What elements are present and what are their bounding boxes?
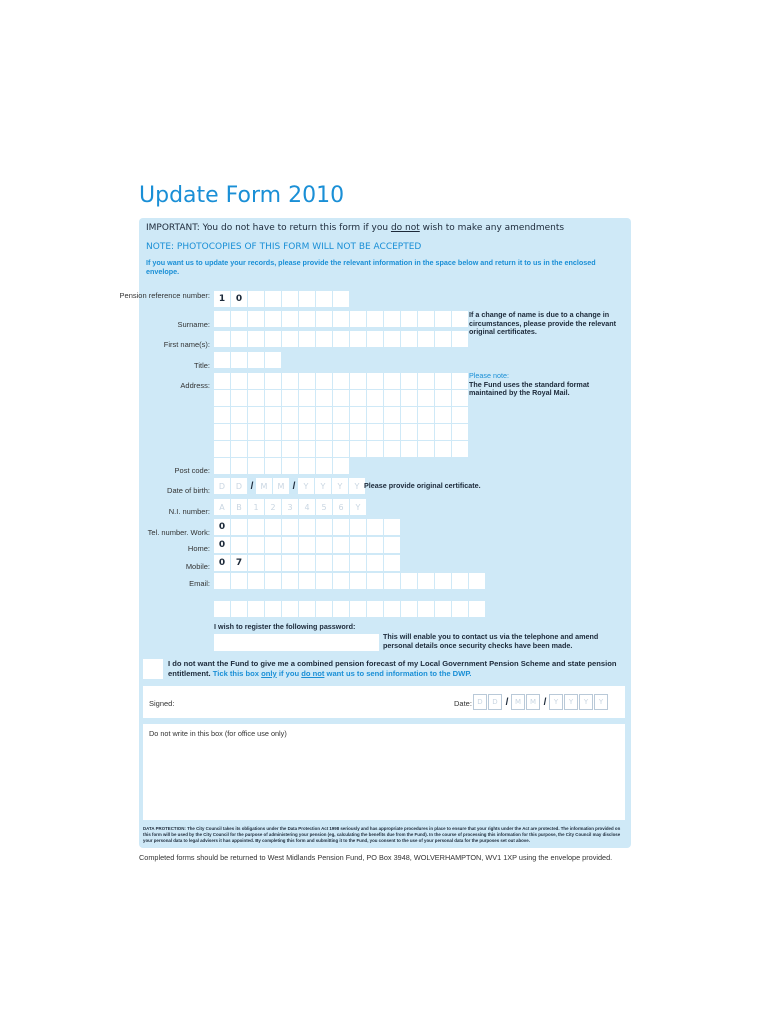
postcode-field[interactable] <box>214 458 350 474</box>
character-box[interactable] <box>367 424 383 440</box>
signed-label: Signed: <box>149 699 175 708</box>
character-box[interactable] <box>282 519 298 535</box>
character-box[interactable] <box>231 424 247 440</box>
character-box[interactable] <box>248 519 264 535</box>
character-box[interactable]: D <box>214 478 230 494</box>
character-box[interactable] <box>214 352 230 368</box>
character-box[interactable]: Y <box>315 478 331 494</box>
character-box[interactable] <box>333 537 349 553</box>
character-box[interactable] <box>214 573 230 589</box>
character-box[interactable] <box>418 390 434 406</box>
character-box[interactable] <box>350 311 366 327</box>
character-box[interactable] <box>384 601 400 617</box>
character-box[interactable]: Y <box>579 694 593 710</box>
character-box[interactable] <box>384 441 400 457</box>
character-box[interactable] <box>316 458 332 474</box>
character-box[interactable] <box>248 441 264 457</box>
character-box[interactable] <box>299 601 315 617</box>
character-box[interactable] <box>299 573 315 589</box>
character-box[interactable] <box>435 424 451 440</box>
character-box[interactable] <box>248 331 264 347</box>
character-box[interactable]: D <box>231 478 247 494</box>
character-box[interactable] <box>265 424 281 440</box>
character-box[interactable] <box>333 407 349 423</box>
character-box[interactable] <box>214 331 230 347</box>
character-box[interactable] <box>248 573 264 589</box>
character-box[interactable] <box>384 407 400 423</box>
character-box[interactable] <box>316 407 332 423</box>
character-box[interactable] <box>401 573 417 589</box>
character-box[interactable]: 4 <box>299 499 315 515</box>
character-box[interactable]: Y <box>350 499 366 515</box>
character-box[interactable] <box>418 601 434 617</box>
character-box[interactable] <box>469 601 485 617</box>
character-box[interactable] <box>418 407 434 423</box>
character-box[interactable] <box>248 311 264 327</box>
character-box[interactable] <box>418 573 434 589</box>
work-tel-field[interactable] <box>214 519 401 535</box>
character-box[interactable] <box>214 311 230 327</box>
character-box[interactable] <box>333 573 349 589</box>
character-box[interactable] <box>248 390 264 406</box>
dwp-opt-out-checkbox[interactable] <box>143 659 163 679</box>
character-box[interactable] <box>214 601 230 617</box>
character-box[interactable] <box>435 311 451 327</box>
character-box[interactable] <box>248 291 264 307</box>
character-box[interactable] <box>350 390 366 406</box>
character-box[interactable] <box>350 573 366 589</box>
address-note <box>469 372 629 398</box>
mobile-label: Mobile: <box>185 562 210 571</box>
character-box[interactable] <box>231 441 247 457</box>
character-box[interactable] <box>231 537 247 553</box>
character-box[interactable] <box>452 373 468 389</box>
character-box[interactable] <box>333 458 349 474</box>
character-box[interactable] <box>333 555 349 571</box>
character-box[interactable] <box>418 311 434 327</box>
character-box[interactable] <box>265 331 281 347</box>
office-use-box <box>143 724 625 820</box>
email-field-line2[interactable] <box>214 601 486 617</box>
character-box[interactable] <box>299 555 315 571</box>
address-line[interactable] <box>214 441 469 457</box>
email-label: Email: <box>189 579 210 588</box>
pension-ref-field[interactable] <box>214 291 350 307</box>
character-box[interactable] <box>401 390 417 406</box>
character-box[interactable] <box>231 519 247 535</box>
character-box[interactable] <box>248 537 264 553</box>
character-box[interactable]: Y <box>549 694 563 710</box>
character-box[interactable] <box>401 331 417 347</box>
form-title: Update Form 2010 <box>139 183 345 208</box>
character-box[interactable]: 0 <box>214 519 230 535</box>
character-box[interactable] <box>350 331 366 347</box>
work-tel-label: Tel. number. Work: <box>147 528 210 537</box>
character-box[interactable] <box>367 519 383 535</box>
character-box[interactable] <box>350 601 366 617</box>
character-box[interactable]: D <box>488 694 502 710</box>
photocopy-note: NOTE: PHOTOCOPIES OF THIS FORM WILL NOT BE ACCEPTED <box>146 242 422 252</box>
character-box[interactable] <box>231 407 247 423</box>
character-box[interactable] <box>316 573 332 589</box>
character-box[interactable] <box>367 537 383 553</box>
character-box[interactable] <box>265 390 281 406</box>
character-box[interactable] <box>282 291 298 307</box>
character-box[interactable] <box>265 311 281 327</box>
character-box[interactable] <box>350 555 366 571</box>
character-box[interactable] <box>265 352 281 368</box>
character-box[interactable] <box>265 573 281 589</box>
address-line[interactable] <box>214 424 469 440</box>
important-notice: IMPORTANT: You do not have to return this form if you do not wish to make any amendments <box>146 223 565 233</box>
date-separator: / <box>250 480 254 492</box>
address-note-title: Please note: <box>469 371 509 380</box>
character-box[interactable] <box>214 407 230 423</box>
character-box[interactable] <box>231 311 247 327</box>
character-box[interactable] <box>316 441 332 457</box>
character-box[interactable] <box>282 390 298 406</box>
character-box[interactable] <box>231 373 247 389</box>
character-box[interactable] <box>401 311 417 327</box>
character-box[interactable] <box>333 373 349 389</box>
character-box[interactable]: Y <box>564 694 578 710</box>
character-box[interactable] <box>265 373 281 389</box>
character-box[interactable] <box>316 424 332 440</box>
data-protection-notice: DATA PROTECTION: The City Council takes its obligations under the Data Protection Act 1998 seriously and has appropriate procedures in place to ensure that your rights under the Act are protected. The information provided on this form will be used by the City Council for the purpose of administering your pension (eg, calculating the benefits due from the Fund). In the course of processing this information for this purpose, the City Council may disclose your personal data to legal advisers it has appointed. By completing this form and submitting it to the Fund, you consent to the use of your personal data for the purposes set out above. <box>143 826 621 843</box>
character-box[interactable] <box>333 331 349 347</box>
address-line[interactable] <box>214 407 469 423</box>
character-box[interactable] <box>333 311 349 327</box>
character-box[interactable]: M <box>526 694 540 710</box>
character-box[interactable] <box>231 352 247 368</box>
character-box[interactable] <box>333 291 349 307</box>
character-box[interactable] <box>282 311 298 327</box>
character-box[interactable] <box>452 407 468 423</box>
character-box[interactable] <box>333 441 349 457</box>
character-box[interactable] <box>282 537 298 553</box>
instructions: If you want us to update your records, please provide the relevant information in the space below and return it to us in the enclosed envelope. <box>146 258 596 276</box>
character-box[interactable]: A <box>214 499 230 515</box>
character-box[interactable] <box>452 331 468 347</box>
pension-ref-digit[interactable]: 0 <box>231 291 247 307</box>
character-box[interactable] <box>469 573 485 589</box>
surname-label: Surname: <box>177 320 210 329</box>
character-box[interactable] <box>299 373 315 389</box>
character-box[interactable] <box>435 373 451 389</box>
character-box[interactable] <box>435 407 451 423</box>
postcode-label: Post code: <box>174 466 210 475</box>
character-box[interactable] <box>282 458 298 474</box>
home-tel-label: Home: <box>187 544 210 553</box>
character-box[interactable]: M <box>256 478 272 494</box>
character-box[interactable] <box>367 601 383 617</box>
name-change-note: If a change of name is due to a change in circumstances, please provide the relevant original certificates. <box>469 310 617 336</box>
address-line[interactable] <box>214 373 469 389</box>
character-box[interactable] <box>367 573 383 589</box>
character-box[interactable] <box>316 331 332 347</box>
character-box[interactable] <box>401 441 417 457</box>
character-box[interactable]: 7 <box>231 555 247 571</box>
character-box[interactable]: D <box>473 694 487 710</box>
character-box[interactable] <box>316 373 332 389</box>
character-box[interactable] <box>316 555 332 571</box>
character-box[interactable] <box>316 601 332 617</box>
character-box[interactable] <box>299 311 315 327</box>
dwp-opt-out-text: I do not want the Fund to give me a combined pension forecast of my Local Government Pension Scheme and state pension entitlement. Tick this box only if you do not want us to send information to the DWP. <box>168 659 617 678</box>
character-box[interactable] <box>367 407 383 423</box>
character-box[interactable] <box>299 458 315 474</box>
character-box[interactable] <box>265 291 281 307</box>
character-box[interactable] <box>435 390 451 406</box>
character-box[interactable] <box>384 311 400 327</box>
character-box[interactable] <box>265 407 281 423</box>
character-box[interactable] <box>231 390 247 406</box>
ni-label: N.I. number: <box>168 507 210 516</box>
character-box[interactable] <box>214 373 230 389</box>
character-box[interactable] <box>248 555 264 571</box>
date-separator: / <box>543 696 547 708</box>
character-box[interactable] <box>282 331 298 347</box>
character-box[interactable] <box>214 441 230 457</box>
character-box[interactable] <box>452 573 468 589</box>
character-box[interactable] <box>418 331 434 347</box>
character-box[interactable] <box>316 311 332 327</box>
character-box[interactable] <box>282 555 298 571</box>
title-field[interactable] <box>214 352 282 368</box>
character-box[interactable] <box>350 424 366 440</box>
character-box[interactable] <box>248 373 264 389</box>
return-address-footer: Completed forms should be returned to West Midlands Pension Fund, PO Box 3948, WOLVERHAMPTON, WV1 1XP using the envelope provided. <box>139 853 613 862</box>
character-box[interactable]: 1 <box>248 499 264 515</box>
character-box[interactable] <box>367 311 383 327</box>
character-box[interactable] <box>333 390 349 406</box>
character-box[interactable]: 0 <box>214 537 230 553</box>
character-box[interactable] <box>265 458 281 474</box>
character-box[interactable] <box>231 601 247 617</box>
dob-label: Date of birth: <box>167 486 210 495</box>
character-box[interactable] <box>350 537 366 553</box>
character-box[interactable]: M <box>511 694 525 710</box>
character-box[interactable] <box>214 424 230 440</box>
date-separator: / <box>292 480 296 492</box>
character-box[interactable] <box>214 390 230 406</box>
character-box[interactable]: B <box>231 499 247 515</box>
signature-date-field[interactable] <box>473 694 609 710</box>
character-box[interactable] <box>265 537 281 553</box>
character-box[interactable] <box>452 601 468 617</box>
character-box[interactable] <box>333 519 349 535</box>
character-box[interactable]: Y <box>298 478 314 494</box>
character-box[interactable] <box>316 519 332 535</box>
character-box[interactable] <box>384 555 400 571</box>
character-box[interactable] <box>452 311 468 327</box>
password-label: I wish to register the following password: <box>214 622 356 631</box>
email-field[interactable] <box>214 573 486 589</box>
character-box[interactable] <box>282 601 298 617</box>
character-box[interactable] <box>384 573 400 589</box>
character-box[interactable] <box>299 424 315 440</box>
character-box[interactable] <box>350 441 366 457</box>
character-box[interactable] <box>435 441 451 457</box>
date-label: Date: <box>454 699 472 708</box>
date-separator: / <box>505 696 509 708</box>
character-box[interactable] <box>401 373 417 389</box>
character-box[interactable] <box>265 519 281 535</box>
character-box[interactable] <box>384 424 400 440</box>
character-box[interactable] <box>282 441 298 457</box>
home-tel-field[interactable] <box>214 537 401 553</box>
character-box[interactable] <box>248 458 264 474</box>
character-box[interactable] <box>367 441 383 457</box>
character-box[interactable] <box>265 441 281 457</box>
character-box[interactable] <box>299 291 315 307</box>
character-box[interactable] <box>401 424 417 440</box>
character-box[interactable] <box>333 424 349 440</box>
password-note: This will enable you to contact us via the telephone and amend personal details once security checks have been made. <box>383 632 599 650</box>
character-box[interactable] <box>384 537 400 553</box>
character-box[interactable]: 3 <box>282 499 298 515</box>
character-box[interactable] <box>282 573 298 589</box>
character-box[interactable] <box>384 519 400 535</box>
character-box[interactable] <box>401 601 417 617</box>
character-box[interactable] <box>384 390 400 406</box>
character-box[interactable] <box>248 601 264 617</box>
character-box[interactable] <box>265 601 281 617</box>
character-box[interactable]: 6 <box>333 499 349 515</box>
mobile-field[interactable] <box>214 555 401 571</box>
character-box[interactable] <box>231 458 247 474</box>
character-box[interactable] <box>418 424 434 440</box>
character-box[interactable] <box>350 407 366 423</box>
character-box[interactable] <box>282 373 298 389</box>
character-box[interactable] <box>231 331 247 347</box>
ni-field[interactable] <box>214 499 367 515</box>
character-box[interactable] <box>384 331 400 347</box>
character-box[interactable] <box>282 424 298 440</box>
character-box[interactable]: Y <box>594 694 608 710</box>
character-box[interactable] <box>435 573 451 589</box>
character-box[interactable]: M <box>273 478 289 494</box>
surname-field[interactable] <box>214 311 469 327</box>
first-names-label: First name(s): <box>163 340 210 349</box>
character-box[interactable] <box>350 519 366 535</box>
character-box[interactable] <box>316 390 332 406</box>
character-box[interactable] <box>452 441 468 457</box>
character-box[interactable] <box>316 537 332 553</box>
character-box[interactable] <box>401 407 417 423</box>
character-box[interactable] <box>384 373 400 389</box>
character-box[interactable] <box>248 352 264 368</box>
pension-ref-digit[interactable]: 1 <box>214 291 230 307</box>
character-box[interactable] <box>367 373 383 389</box>
character-box[interactable] <box>367 555 383 571</box>
character-box[interactable] <box>299 537 315 553</box>
character-box[interactable] <box>214 458 230 474</box>
dob-field[interactable] <box>214 478 366 494</box>
character-box[interactable] <box>299 390 315 406</box>
character-box[interactable] <box>418 373 434 389</box>
character-box[interactable]: 5 <box>316 499 332 515</box>
character-box[interactable] <box>367 331 383 347</box>
address-label: Address: <box>180 381 210 390</box>
first-names-field[interactable] <box>214 331 469 347</box>
character-box[interactable] <box>248 407 264 423</box>
character-box[interactable] <box>282 407 298 423</box>
character-box[interactable] <box>299 407 315 423</box>
character-box[interactable]: 0 <box>214 555 230 571</box>
character-box[interactable] <box>435 601 451 617</box>
character-box[interactable] <box>299 331 315 347</box>
character-box[interactable] <box>367 390 383 406</box>
character-box[interactable] <box>231 573 247 589</box>
pension-ref-label: Pension reference number: <box>119 291 210 300</box>
address-note-text: The Fund uses the standard format maintained by the Royal Mail. <box>469 379 590 397</box>
character-box[interactable] <box>316 291 332 307</box>
character-box[interactable]: 2 <box>265 499 281 515</box>
character-box[interactable] <box>299 519 315 535</box>
character-box[interactable] <box>418 441 434 457</box>
address-line[interactable] <box>214 390 469 406</box>
title-label: Title: <box>194 361 210 370</box>
character-box[interactable] <box>435 331 451 347</box>
character-box[interactable]: Y <box>332 478 348 494</box>
character-box[interactable] <box>350 373 366 389</box>
character-box[interactable]: Y <box>349 478 365 494</box>
character-box[interactable] <box>299 441 315 457</box>
character-box[interactable] <box>452 424 468 440</box>
character-box[interactable] <box>452 390 468 406</box>
dob-note: Please provide original certificate. <box>364 481 481 490</box>
character-box[interactable] <box>265 555 281 571</box>
character-box[interactable] <box>248 424 264 440</box>
password-field[interactable] <box>214 634 379 651</box>
office-use-label: Do not write in this box (for office use only) <box>149 729 287 738</box>
character-box[interactable] <box>333 601 349 617</box>
